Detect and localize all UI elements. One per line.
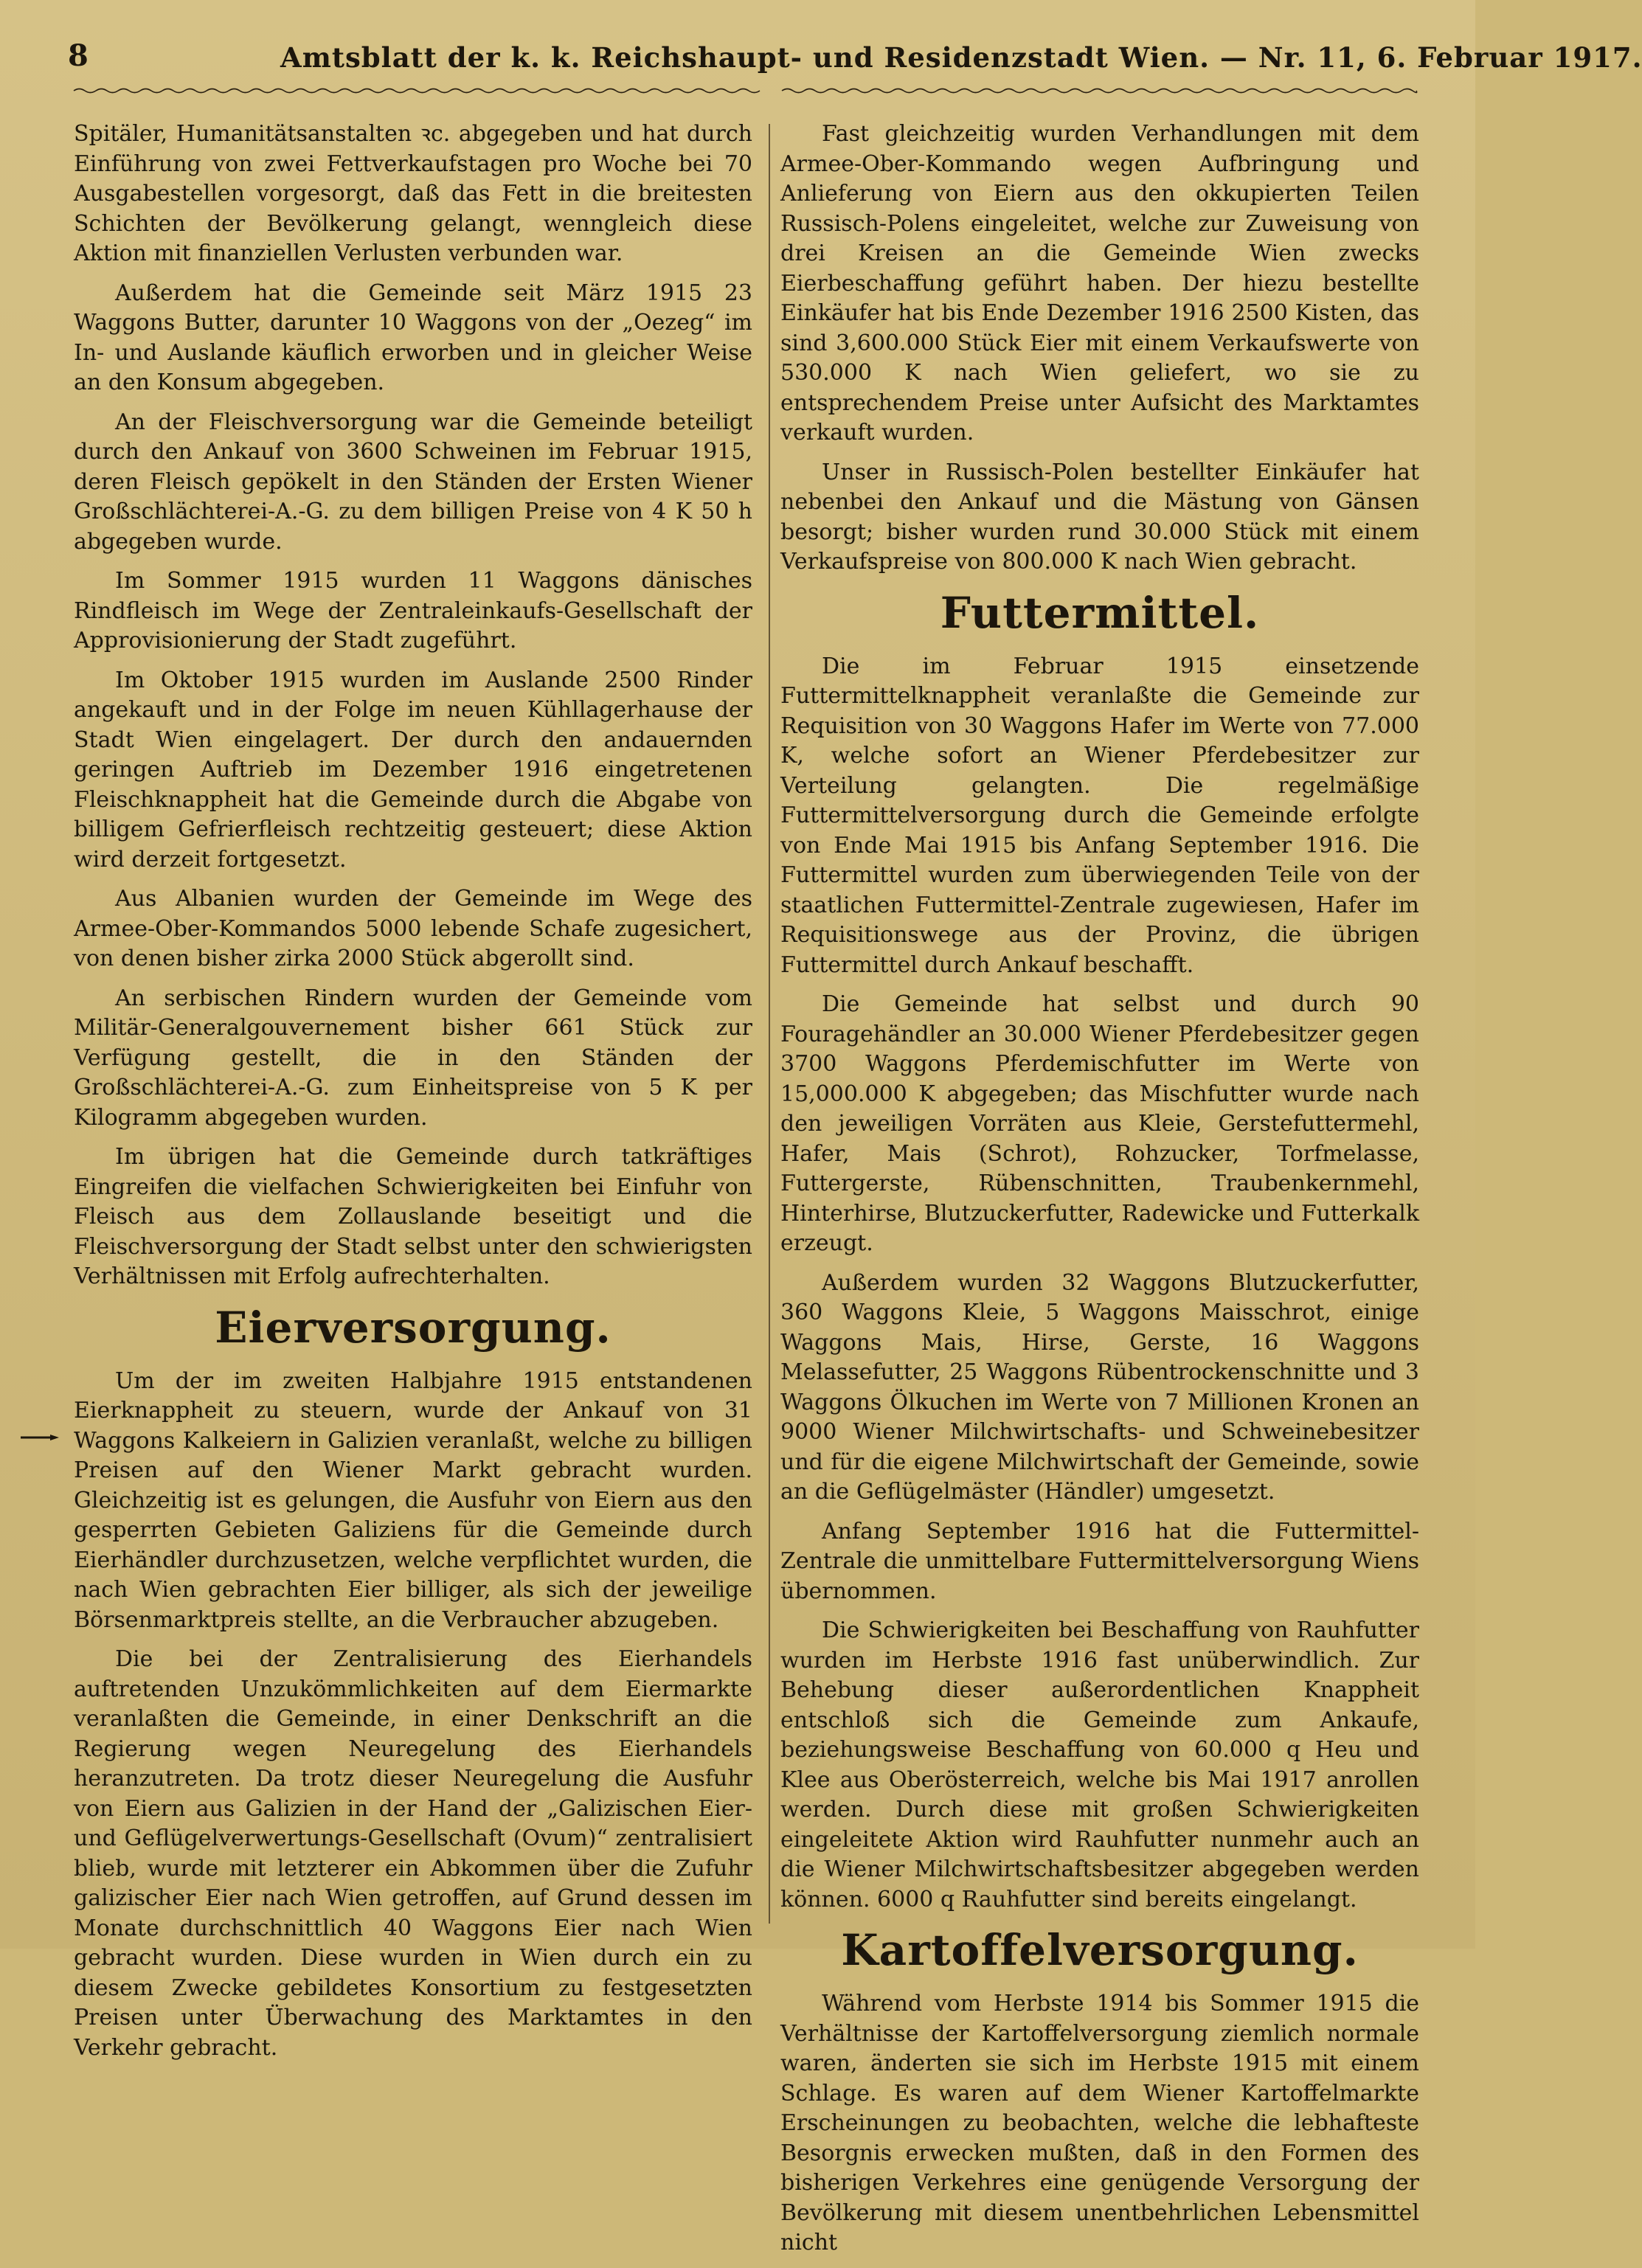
section-heading-futtermittel: Futtermittel. (940, 587, 1260, 638)
paragraph: Die Schwierigkeiten bei Beschaffung von Rauhfutter wurden im Herbste 1916 fast unüberwindlich. Zur Behebung dieser außerordentlichen Knappheit entschloß sich die Gemeinde zum Ankaufe, beziehungsweise Beschaffung von 60.000 q Heu und Klee aus Oberösterreich, welche bis Mai 1917 anrollen werden. Durch diese mit großen Schwierigkeiten eingeleitete Aktion wird Rauhfutter nunmehr auch an die Wiener Milchwirtschaftsbesitzer abgegeben werden können. 6000 q Rauhfutter sind bereits eingelangt. (780, 1617, 1419, 1912)
paragraph: Um der im zweiten Halbjahre 1915 entstandenen Eierknappheit zu steuern, wurde der Ankauf von 31 Waggons Kalkeiern in Galizien veranlaßt, welche zu billigen Preisen auf den Wiener Markt gebracht wurden. Gleichzeitig ist es gelungen, die Ausfuhr von Eiern aus den gesperrten Gebieten Galiziens für die Gemeinde durch Eierhändler durchzusetzen, welche verpflichtet wurden, die nach Wien gebrachten Eier billiger, als sich der jeweilige Börsenmarktpreis stellte, an die Verbraucher abzugeben. (74, 1367, 752, 1633)
section-heading-kartoffelversorgung: Kartoffelversorgung. (841, 1925, 1359, 1975)
paragraph: Im übrigen hat die Gemeinde durch tatkräftiges Eingreifen die vielfachen Schwierigkeiten bei Einfuhr von Fleisch aus dem Zollauslande beseitigt und die Fleischversorgung der Stadt selbst unter den schwierigsten Verhältnissen mit Erfolg aufrechterhalten. (74, 1144, 752, 1289)
paragraph: Während vom Herbste 1914 bis Sommer 1915 die Verhältnisse der Kartoffelversorgung ziemlich normale waren, änderten sie sich im Herbste 1915 mit einem Schlage. Es waren auf dem Wiener Kartoffelmarkte Erscheinungen zu beobachten, welche die lebhafteste Besorgnis erwecken mußten, daß in den Formen des bisherigen Verkehres eine genügende Versorgung der Bevölkerung mit diesem unentbehrlichen Lebensmittel nicht (780, 1991, 1419, 2255)
margin-arrow-icon (21, 1435, 59, 1440)
paragraph: Spitäler, Humanitätsanstalten ꝛc. abgegeben und hat durch Einführung von zwei Fettverkaufstagen pro Woche bei 70 Ausgabestellen vorgesorgt, daß das Fett in die breitesten Schichten der Bevölkerung gelangt, wenngleich diese Aktion mit finanziellen Verlusten verbunden war. (74, 121, 752, 266)
header-wavy-rule-right (782, 87, 1416, 94)
paragraph: Fast gleichzeitig wurden Verhandlungen mit dem Armee-Ober-Kommando wegen Aufbringung und Anlieferung von Eiern aus den okkupierten Teilen Russisch-Polens eingeleitet, welche zur Zuweisung von drei Kreisen an die Gemeinde Wien zwecks Eierbeschaffung geführt haben. Der hiezu bestellte Einkäufer hat bis Ende Dezember 1916 2500 Kisten, das sind 3,600.000 Stück Eier mit einem Verkaufswerte von 530.000 K nach Wien geliefert, wo sie zu entsprechendem Preise unter Aufsicht des Marktamtes verkauft wurden. (780, 121, 1419, 445)
paragraph: Im Sommer 1915 wurden 11 Waggons dänisches Rindfleisch im Wege der Zentraleinkaufs-Gesellschaft der Approvisionierung der Stadt zugeführt. (74, 568, 752, 653)
paragraph: Unser in Russisch-Polen bestellter Einkäufer hat nebenbei den Ankauf und die Mästung von Gänsen besorgt; bisher wurden rund 30.000 Stück mit einem Verkaufspreise von 800.000 K nach Wien gebracht. (780, 459, 1419, 575)
paragraph: Außerdem wurden 32 Waggons Blutzuckerfutter, 360 Waggons Kleie, 5 Waggons Maisschrot, einige Waggons Mais, Hirse, Gerste, 16 Waggons Melassefutter, 25 Waggons Rübentrockenschnitte und 3 Waggons Ölkuchen im Werte von 7 Millionen Kronen an 9000 Wiener Milchwirtschafts- und Schweinebesitzer und für die eigene Milchwirtschaft der Gemeinde, sowie an die Geflügelmäster (Händler) umgesetzt. (780, 1269, 1419, 1505)
running-title: Amtsblatt der k. k. Reichshaupt- und Residenzstadt Wien. — Nr. 11, 6. Februar 1917. (280, 41, 1642, 74)
paragraph: Außerdem hat die Gemeinde seit März 1915 23 Waggons Butter, darunter 10 Waggons von der „Oezeg“ im In- und Auslande käuflich erworben und in gleicher Weise an den Konsum abgegeben. (74, 280, 752, 395)
header-wavy-rule-left (74, 87, 760, 94)
section-heading-eierversorgung: Eierversorgung. (215, 1302, 612, 1353)
page-number: 8 (68, 38, 89, 73)
paragraph: Die Gemeinde hat selbst und durch 90 Fouragehändler an 30.000 Wiener Pferdebesitzer gegen 3700 Waggons Pferdemischfutter im Werte von 15,000.000 K abgegeben; das Mischfutter wurde nach den jeweiligen Vorräten aus Kleie, Gerstefuttermehl, Hafer, Mais (Schrot), Rohzucker, Torfmelasse, Futtergerste, Rübenschnitten, Traubenkernmehl, Hinterhirse, Blutzuckerfutter, Radewicke und Futterkalk erzeugt. (780, 991, 1419, 1256)
paragraph: Anfang September 1916 hat die Futtermittel-Zentrale die unmittelbare Futtermittelversorgung Wiens übernommen. (780, 1518, 1419, 1604)
paragraph: An serbischen Rindern wurden der Gemeinde vom Militär-Generalgouvernement bisher 661 Stück zur Verfügung gestellt, die in den Ständen der Großschlächterei-A.-G. zum Einheitspreise von 5 K per Kilogramm abgegeben wurden. (74, 985, 752, 1131)
paragraph: Die bei der Zentralisierung des Eierhandels auftretenden Unzukömmlichkeiten auf dem Eiermarkte veranlaßten die Gemeinde, in einer Denkschrift an die Regierung wegen Neuregelung des Eierhandels heranzutreten. Da trotz dieser Neuregelung die Ausfuhr von Eiern aus Galizien in der Hand der „Galizischen Eier- und Geflügelverwertungs-Gesellschaft (Ovum)“ zentralisiert blieb, wurde mit letzterer ein Abkommen über die Zufuhr galizischer Eier nach Wien getroffen, auf Grund dessen im Monate durchschnittlich 40 Waggons Eier nach Wien gebracht wurden. Diese wurden in Wien durch ein zu diesem Zwecke gebildetes Konsortium zu festgesetzten Preisen unter Überwachung des Marktamtes in den Verkehr gebracht. (74, 1646, 752, 2061)
paragraph: Aus Albanien wurden der Gemeinde im Wege des Armee-Ober-Kommandos 5000 lebende Schafe zugesichert, von denen bisher zirka 2000 Stück abgerollt sind. (74, 886, 752, 971)
paragraph: Die im Februar 1915 einsetzende Futtermittelknappheit veranlaßte die Gemeinde zur Requisition von 30 Waggons Hafer im Werte von 77.000 K, welche sofort an Wiener Pferdebesitzer zur Verteilung gelangten. Die regelmäßige Futtermittelversorgung durch die Gemeinde erfolgte von Ende Mai 1915 bis Anfang September 1916. Die Futtermittel wurden zum überwiegenden Teile von der staatlichen Futtermittel-Zentrale zugewiesen, Hafer im Requisitionswege aus der Provinz, die übrigen Futtermittel durch Ankauf beschafft. (780, 653, 1419, 978)
page-header (0, 38, 1642, 83)
paragraph: Im Oktober 1915 wurden im Auslande 2500 Rinder angekauft und in der Folge im neuen Kühllagerhause der Stadt Wien eingelagert. Der durch den andauernden geringen Auftrieb im Dezember 1916 eingetretenen Fleischknappheit hat die Gemeinde durch die Abgabe von billigem Gefrierfleisch rechtzeitig gesteuert; diese Aktion wird derzeit fortgesetzt. (74, 667, 752, 873)
column-divider (769, 124, 770, 1924)
left-column (74, 119, 752, 2073)
right-column (780, 119, 1419, 2268)
paragraph: An der Fleischversorgung war die Gemeinde beteiligt durch den Ankauf von 3600 Schweinen im Februar 1915, deren Fleisch gepökelt in den Ständen der Ersten Wiener Großschlächterei-A.-G. zu dem billigen Preise von 4 K 50 h abgegeben wurde. (74, 409, 752, 555)
